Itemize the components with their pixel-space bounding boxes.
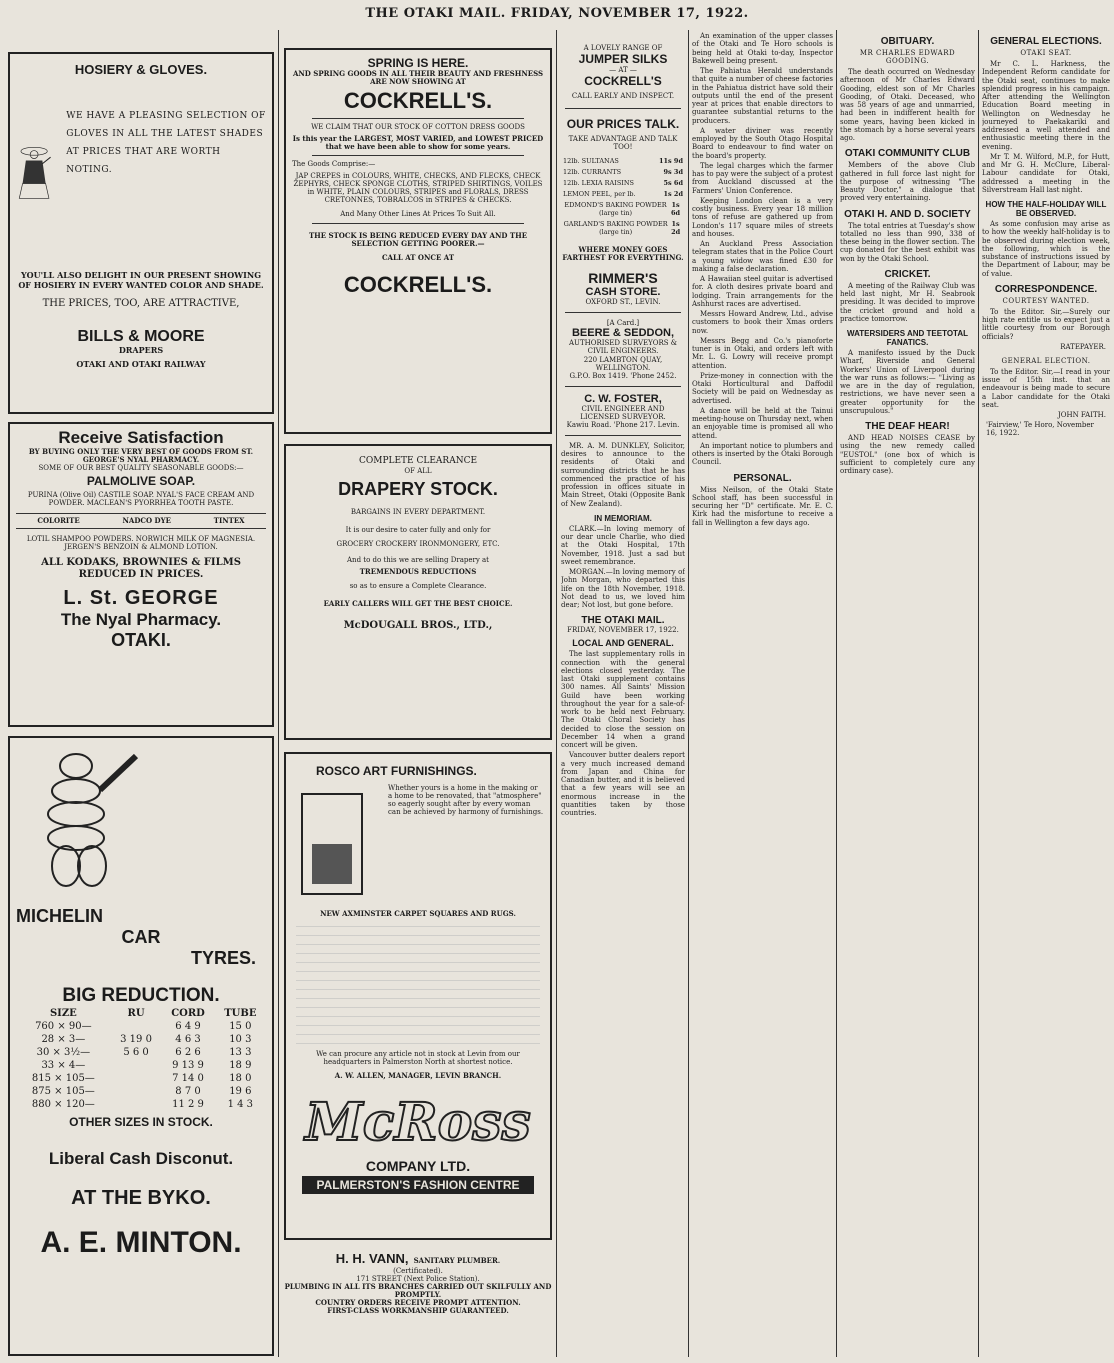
tyre-cell: 4 6 3 [175,1034,201,1045]
otaki-mail-heading: THE OTAKI MAIL. [581,615,665,627]
obituary-text: The death occurred on Wednesday afternoon of Mr Charles Edward Gooding, eldest son of Mr Charles Gooding, of Otaki. Deceased, who was 58 years of age and unmarried, had been in indifferent health for some years, having been kicked in the stomach by a horse several years ago. [840,68,975,142]
correspondence-heading: CORRESPONDENCE. [994,283,1098,295]
michelin-other: OTHER SIZES IN STOCK. [69,1115,213,1129]
price-item: GARLAND'S BAKING POWDER (large tin) [563,220,668,237]
news-item: Messrs Begg and Co.'s pianoforte tuner is in Otaki, and orders left with Mr. L. G. Lowry will receive prompt attention. [692,336,833,370]
mcdougall-firm: McDOUGALL BROS., LTD., [343,620,493,632]
ad-rosco [284,752,552,1240]
tyre-cell: 1 4 3 [227,1099,254,1110]
divider [565,108,681,109]
card-label: [A Card.] [606,319,640,328]
foster-name: C. W. FOSTER, [584,392,662,405]
drapery-stock: DRAPERY STOCK. [338,478,498,499]
rosco-manager: A. W. ALLEN, MANAGER, LEVIN BRANCH. [334,1071,502,1081]
michelin-l2: CAR [121,927,161,947]
column-6 [982,30,1110,1359]
price-row [563,220,683,236]
correspondence-text: To the Editor. Sir,—Surely our high rate entitle us to expect just a little courtesy from our Borough officials? [982,307,1110,341]
memoriam-text: CLARK.—In loving memory of our dear uncle Charlie, who died at the Otaki Hospital, 17th November, 1918. Just a sad but sweet remembrance. [561,524,685,566]
vann-line2: COUNTRY ORDERS RECEIVE PROMPT ATTENTION. [315,1298,521,1308]
half-holiday-heading: HOW THE HALF-HOLIDAY WILL BE OBSERVED. [985,200,1107,218]
vann-role: SANITARY PLUMBER. [413,1256,501,1265]
tyre-cell [111,1020,162,1033]
spring-many: And Many Other Lines At Prices To Suit All. [340,210,496,219]
minton-name: A. E. MINTON. [40,1226,242,1259]
desire: It is our desire to cater fully and only for [345,525,491,534]
jumper-3: — AT — [609,66,637,75]
jumper-2: JUMPER SILKS [578,52,668,67]
cricket-heading: CRICKET. [884,268,931,280]
kodaks: ALL KODAKS, BROWNIES & FILMS REDUCED IN PRICES. [41,557,241,581]
rosco-price-list [296,924,540,1044]
general-election-text: To the Editor. Sir,—I read in your issue of 15th inst. that an endeavour is being made to secure a Labor candidate for the Otaki seat. [982,367,1110,409]
divider [312,155,524,156]
price-value: 1s 2d [671,220,681,237]
michelin-byko: AT THE BYKO. [71,1187,211,1209]
pharmacy-lines: PURINA (Olive Oil) CASTILE SOAP. NYAL'S FACE CREAM AND POWDER. MACLEAN'S PYORRHEA TOOTH PASTE. [27,491,255,508]
tyre-cell: 7 14 0 [172,1073,204,1084]
half-holiday-text: As some confusion may arise as to how the weekly half-holiday is to be observed during election week, the following, which is the substance of instructions issued by the Department of Labour, may be of value. [982,220,1110,278]
michelin-discount: Liberal Cash Disconut. [48,1149,234,1168]
colorite: COLORITE [37,516,80,526]
vancouver-text: Vancouver butter dealers report a very much increased demand from Japan and China for Canadian butter, and it is believed that a few years will see an enormous increase in the quantities taken by those countries. [561,751,685,818]
price-value: 9s 3d [663,168,683,177]
tyre-cell: 10 3 [229,1034,252,1045]
society-text: The total entries at Tuesday's show totalled no less than 990, 338 of these being in the flower section. The cup donated for the best exhibit was won by the Otaki School. [840,221,975,263]
price-value: 1s 2d [663,190,683,199]
tyre-cell: 880 × 120— [31,1099,95,1110]
news-item: An Auckland Press Association telegram states that in the Police Court a young widow was fined £30 for making a false declaration. [692,240,833,273]
column-rule [978,30,979,1357]
bills-moore-name: BILLS & MOORE [77,328,205,346]
watersiders-text: A manifesto issued by the Duck Wharf, Riverside and General Workers' Union of Liverpool during the war runs as follows:— "Living as we are in the day of regulation, restrictions, we have never seen a greater opportunity for the unscrupulous." [840,349,975,415]
tyre-cell: 18 9 [229,1060,252,1071]
michelin-l3: TYRES. [190,948,256,968]
news-item: An important notice to plumbers and others is inserted by the Otaki Borough Council. [692,441,833,467]
column-rule [688,30,689,1357]
tyre-cell: 28 × 3— [41,1034,86,1045]
price-row [563,179,683,187]
deaf-text: AND HEAD NOISES CEASE by using the new remedy called "EUSTOL" (one box of which is sufficient to completely cure any ordinary case). [840,434,975,475]
tyre-cell: 8 7 0 [175,1086,201,1097]
cockrells-name-2: COCKRELL'S. [343,271,493,297]
tyre-cell: 13 3 [229,1047,252,1058]
spring-stock: THE STOCK IS BEING REDUCED EVERY DAY AND THE SELECTION GETTING POORER.— [308,230,528,248]
letter-sign: JOHN FAITH. [1057,411,1106,420]
general-election-heading: GENERAL ELECTION. [1001,356,1091,365]
elections-heading: GENERAL ELECTIONS. [990,36,1102,47]
ratepayer-sign: RATEPAYER. [1060,342,1106,351]
personal-text: Miss Neilson, of the Otaki State School staff, has been successful in securing her "D" certificate. Mr. E. C. Kirk had the misfortune to receive a fall in Wellington a few days ago. [692,485,833,527]
where-money: WHERE MONEY GOES FARTHEST FOR EVERYTHING. [562,245,684,263]
tyre-cell [111,1085,162,1098]
tyre-cell: 30 × 3½— [36,1047,91,1058]
news-item: A dance will be held at the Tainui meeting-house on Thursday next, when an enjoyable time is promised all who attend. [692,406,833,440]
michelin-reduction: BIG REDUCTION. [62,985,220,1006]
tyre-head-ru: RU [127,1008,145,1019]
tyre-cell: 6 2 6 [175,1047,201,1058]
tyre-head-tube: TUBE [224,1008,257,1019]
tyre-cell: 760 × 90— [35,1021,92,1032]
column-1 [8,30,274,1359]
masthead: THE OTAKI MAIL. FRIDAY, NOVEMBER 17, 1922. [365,6,749,21]
foster-sub: CIVIL ENGINEER AND LICENSED SURVEYOR. [580,404,666,421]
watersiders-heading: WATERSIDERS AND TEETOTAL FANATICS. [846,329,969,347]
price-item: 12lb. SULTANAS [563,157,619,166]
bills-moore-role: DRAPERS [118,345,164,356]
beere-name: BEERE & SEDDON, [571,327,675,340]
divider [565,435,681,436]
news-item: An examination of the upper classes of the Otaki and Te Horo schools is being held at Otaki to-day, Inspector Bakewell being present. [692,32,833,65]
jumper-1: A LOVELY RANGE OF [583,44,663,52]
tyre-cell: 875 × 105— [31,1086,95,1097]
ad-title: HOSIERY & GLOVES. [74,62,208,77]
tyre-table-head [16,1007,266,1020]
goods-list: GROCERY CROCKERY IRONMONGERY, ETC. [336,539,500,548]
tyre-row [16,1033,266,1046]
assure: so as to ensure a Complete Clearance. [349,582,487,591]
palmolive: PALMOLIVE SOAP. [86,474,196,489]
ad-vann [284,1248,552,1315]
column-4 [692,30,833,1359]
michelin-man-illustration [26,746,146,896]
tyre-cell: 5 6 0 [123,1047,149,1058]
correspondence-sub: COURTESY WANTED. [1002,296,1090,305]
tyre-cell: 815 × 105— [31,1073,95,1084]
prices-title: OUR PRICES TALK. [566,117,680,132]
lady-illustration [16,87,52,257]
deaf-heading: THE DEAF HEAR! [865,421,950,432]
spring-call: CALL AT ONCE AT [381,252,455,262]
local-general-text: The last supplementary rolls in connection with the general elections closed yesterday. The last Otaki supplement contains 300 names. All Saints' Mission Guild have been working throughout the year for a sale-of-work to be held next February. The Otaki Choral Society has decided to close the session on December 14 when a grand concert will be given. [561,650,685,750]
price-item: EDMOND'S BAKING POWDER (large tin) [564,201,667,218]
pharmacy-sub: BY BUYING ONLY THE VERY BEST OF GOODS FROM ST. GEORGE'S NYAL PHARMACY. [28,447,254,465]
jumper-5: CALL EARLY AND INSPECT. [571,92,675,101]
foster-address: Kawiu Road. 'Phone 217. Levin. [566,420,680,429]
selling: And to do this we are selling Drapery at [347,555,489,564]
price-row [563,201,683,217]
elections-seat: OTAKI SEAT. [1020,49,1072,57]
spring-sub: AND SPRING GOODS IN ALL THEIR BEAUTY AND FRESHNESS ARE NOW SHOWING AT [292,69,544,87]
early-callers: EARLY CALLERS WILL GET THE BEST CHOICE. [323,599,513,609]
spring-comprise: The Goods Comprise:— [292,160,376,169]
rosco-notice: We can procure any article not in stock at Levin from our headquarters in Palmerston North at shortest notice. [316,1050,520,1067]
divider [565,386,681,387]
issue-date: FRIDAY, NOVEMBER 17, 1922. [567,626,679,635]
ad-bills-moore [8,52,274,414]
news-item: The legal charges which the farmer has to pay were the subject of a protest from Auckland discussed at the Farmers' Union Conference. [692,161,833,195]
news-item: Prize-money in connection with the Otaki Horticultural and Daffodil Society will be paid on Wednesday as advertised. [692,371,833,405]
divider [565,312,681,313]
tyre-cell [111,1059,162,1072]
price-value: 5s 6d [663,179,683,188]
news-item: The Pahiatua Herald understands that quite a number of cheese factories in the Pahiatua district have sold their outputs until the end of the present year at prices that enable directors to guarantee substantial returns to the producers. [692,67,833,125]
rosco-body: Whether yours is a home in the making or a home to be renovated, that "atmosphere" so eagerly sought after by every woman can be achieved by harmony of furnishings. [388,784,544,817]
elections-text2: Mr T. M. Wilford, M.P., for Hutt, and Mr G. H. McClure, Liberal-Labour candidate for Otaki, addressed a meeting in the Silverstream Hall last night. [982,152,1110,194]
obituary-heading: OBITUARY. [880,36,935,47]
rimmer-name: RIMMER'S [588,270,658,287]
price-row [563,190,683,198]
ad-body: WE HAVE A PLEASING SELECTION OF GLOVES IN ALL THE LATEST SHADES AT PRICES THAT ARE WORTH NOTING. [66,111,266,175]
pharmacy-place: OTAKI. [111,630,171,651]
column-5 [840,30,975,1359]
ad-michelin [8,736,274,1356]
local-general-heading: LOCAL AND GENERAL. [572,638,674,649]
memoriam-heading: IN MEMORIAM. [594,513,652,523]
morgan-text: MORGAN.—In loving memory of John Morgan, who departed this life on the 18th November, 1918. Not dead to us, we loved him dear; Not lost, but gone before. [561,568,685,610]
tyre-cell [111,1098,162,1111]
society-heading: OTAKI H. AND D. SOCIETY [844,208,971,220]
obituary-sub: MR CHARLES EDWARD GOODING. [859,49,956,65]
pharmacy-lines2: LOTIL SHAMPOO POWDERS. NORWICH MILK OF MAGNESIA. JERGEN'S BENZOIN & ALMOND LOTION. [26,535,256,552]
divider [312,118,524,119]
tyre-table [16,1007,266,1111]
tyre-head-size: SIZE [49,1008,77,1019]
price-value: 1s 6d [671,201,681,218]
vann-line3: FIRST-CLASS WORKMANSHIP GUARANTEED. [327,1306,509,1316]
bargains: BARGAINS IN EVERY DEPARTMENT. [350,507,486,516]
rosco-carpets: NEW AXMINSTER CARPET SQUARES AND RUGS. [320,909,516,918]
jumper-4: COCKRELL'S [584,74,662,89]
beere-sub: AUTHORISED SURVEYORS & CIVIL ENGINEERS. [568,339,677,356]
ad-spring [284,48,552,434]
tyre-cell: 15 0 [229,1021,252,1032]
vann-street: 171 STREET (Next Police Station). [356,1275,480,1284]
news-item: Keeping London clean is a very costly business. Every year 18 million tons of refuse are gathered up from London's 117 square miles of streets and houses. [692,196,833,238]
tyre-cell: 9 13 9 [172,1060,204,1071]
letter-address: 'Fairview,' Te Horo, November 16, 1922. [986,421,1094,438]
news-item: A water diviner was recently employed by the South Otago Hospital Board to endeavour to find water on the board's property. [692,126,833,160]
cockrells-name: COCKRELL'S. [343,88,493,114]
ad-extra: YOU'LL ALSO DELIGHT IN OUR PRESENT SHOWING OF HOSIERY IN EVERY WANTED COLOR AND SHADE. [18,270,264,290]
beere-address: 220 LAMBTON QUAY, WELLINGTON. [583,355,663,372]
spring-claim2: Is this year the LARGEST, MOST VARIED, and LOWEST PRICED that we have been able to show for some years. [292,134,544,152]
mcross-logo [298,1088,538,1158]
cricket-text: A meeting of the Railway Club was held last night, Mr H. Seabrook presiding. It was decided to improve the cricket ground and hold a practice tomorrow. [840,281,975,323]
beere-contact: G.P.O. Box 1419. 'Phone 2452. [569,371,677,380]
nadco: NADCO DYE [122,516,171,526]
tyre-row [16,1046,266,1059]
spring-claim: WE CLAIM THAT OUR STOCK OF COTTON DRESS GOODS [311,123,525,132]
divider [312,223,524,224]
tyre-row [16,1059,266,1072]
ad-pharmacy [8,422,274,727]
vann-name: H. H. VANN, [335,1251,409,1266]
tyre-cell: 18 0 [229,1073,252,1084]
clearance-of: OF ALL [404,466,432,475]
spring-title: SPRING IS HERE. [367,56,469,70]
tremendous: TREMENDOUS REDUCTIONS [359,567,477,577]
rimmer-address: OXFORD ST., LEVIN. [585,298,661,307]
tyre-row [16,1072,266,1085]
pharmacy-name2: The Nyal Pharmacy. [60,610,222,630]
dunkley-notice: MR. A. M. DUNKLEY, Solicitor, desires to announce to the residents of Otaki and surrounding districts that he has commenced the practice of his profession in offices situate in Main Street, Otaki (Opposite Bank of New Zealand). [561,441,685,508]
tyre-row [16,1085,266,1098]
price-value: 11s 9d [658,157,683,166]
tyre-cell: 33 × 4— [41,1060,86,1071]
clearance-title: COMPLETE CLEARANCE [358,456,478,466]
price-row [563,168,683,176]
svg-text:McRoss: McRoss [305,1092,531,1154]
tyre-row [16,1020,266,1033]
mcross-company: COMPANY LTD. [365,1158,471,1175]
tyre-head-cord: CORD [171,1008,205,1019]
pharmacy-name: L. St. GEORGE [63,587,219,610]
prices-sub: TAKE ADVANTAGE AND TALK TOO! [568,135,678,152]
tyre-cell [111,1072,162,1085]
price-row [563,157,683,165]
michelin-l1: MICHELIN [16,906,103,926]
tyre-cell: 19 6 [229,1086,252,1097]
pharmacy-sub2: SOME OF OUR BEST QUALITY SEASONABLE GOODS:— [38,464,244,473]
club-text: Members of the above Club gathered in full force last night for the purpose of witnessing "The Beauty Doctor," a dialogue that proved very entertaining. [840,161,975,203]
club-heading: OTAKI COMMUNITY CLUB [844,148,971,160]
column-3 [561,30,685,1359]
column-rule [556,30,557,1357]
pharmacy-title: Receive Satisfaction [58,428,224,447]
tintex: TINTEX [213,516,245,526]
personal-heading: PERSONAL. [733,472,792,484]
vann-line1: PLUMBING IN ALL ITS BRANCHES CARRIED OUT SKILFULLY AND PROMPTLY. [284,1282,552,1300]
tyre-cell: 6 4 9 [175,1021,201,1032]
bills-moore-place: OTAKI AND OTAKI RAILWAY [76,358,206,369]
elections-text1: Mr C. L. Harkness, the Independent Reform candidate for the Otaki seat, continues to make splendid progress in his campaign. After attending the Wellington Education Board meeting in Wellington on Wednesday he journeyed to Paekakariki and addressed a well attended and enthusiastic meeting there in the evening. [982,60,1110,151]
mcross-centre: PALMERSTON'S FASHION CENTRE [302,1176,534,1194]
tyre-row [16,1098,266,1111]
rimmer-store: CASH STORE. [585,286,661,299]
chair-illustration [292,784,382,904]
ad-prices: THE PRICES, TOO, ARE ATTRACTIVE, [42,298,240,310]
dye-boxes [16,513,266,529]
column-2 [284,30,552,1359]
price-item: 12lb. LEXIA RAISINS [563,179,634,188]
vann-cert: (Certificated). [393,1267,443,1275]
rosco-title: ROSCO ART FURNISHINGS. [316,764,477,778]
tyre-cell: 3 19 0 [120,1034,152,1045]
ad-mcdougall [284,444,552,740]
column-rule [836,30,837,1357]
price-item: LEMON PEEL, per lb. [563,190,636,199]
news-item: Messrs Howard Andrew, Ltd., advise customers to book their Xmas orders now. [692,310,833,335]
price-list [561,157,685,236]
price-item: 12lb. CURRANTS [563,168,622,177]
spring-list: JAP CREPES in COLOURS, WHITE, CHECKS, AND FLECKS, CHECK ZEPHYRS, CHECK SPONGE CLOTHS, STRIPED SHIRTINGS, VOILES in WHITE, PLAIN COLOURS, STRIPES and FLORALS, DRESS CRETONNES, TOBRALCOS in STRIPES & CHECKS. [293,172,543,205]
news-item: A Hawaiian steel guitar is advertised for. A cloth desires private board and lodging. Train arrangements for the Ashhurst races are advertised. [692,275,833,308]
column-rule [278,30,279,1357]
tyre-cell: 11 2 9 [172,1099,204,1110]
